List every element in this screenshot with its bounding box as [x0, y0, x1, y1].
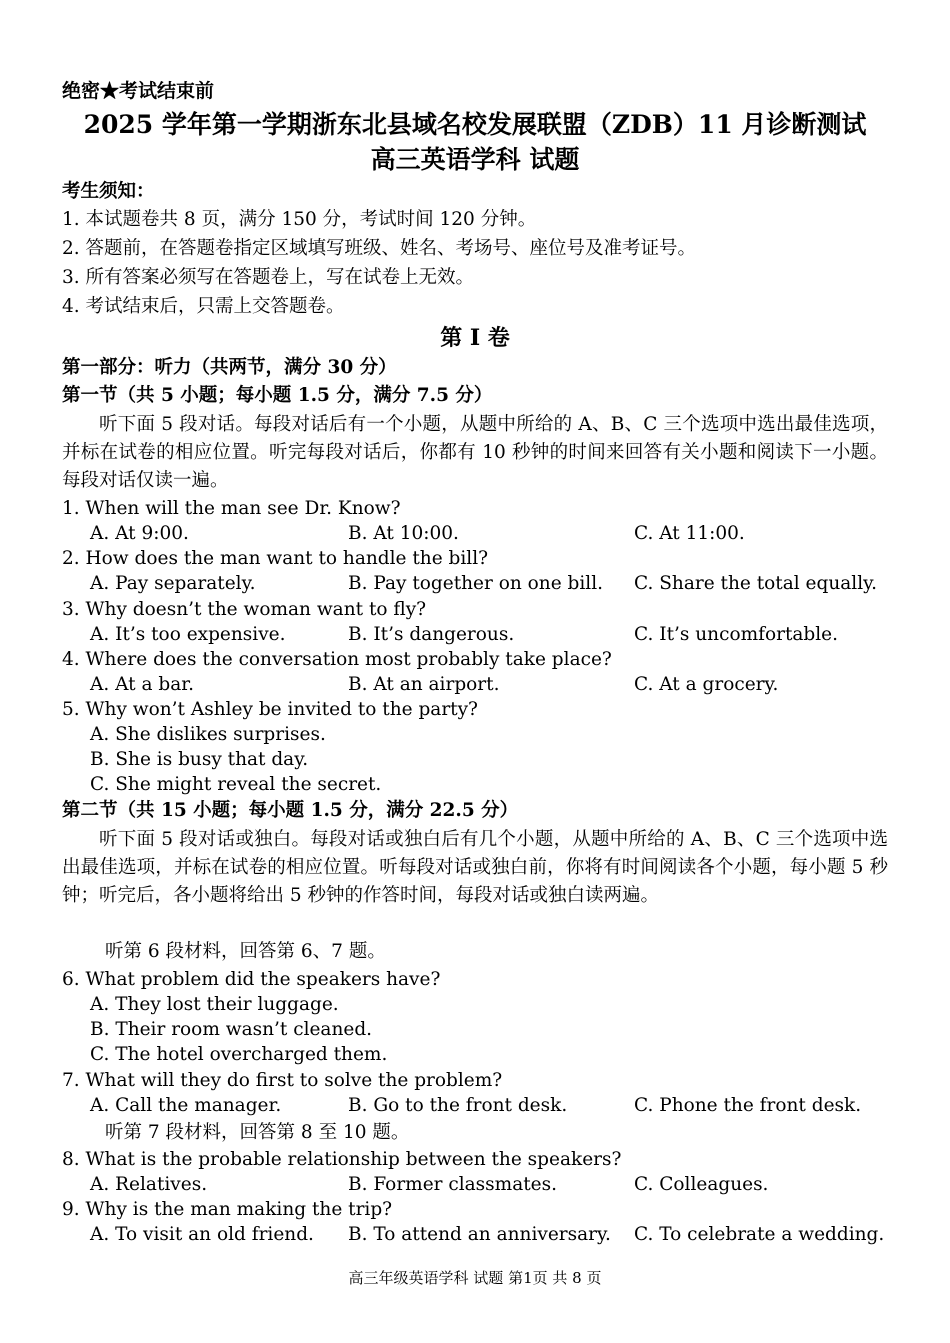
- option-a: A. They lost their luggage.: [90, 994, 339, 1015]
- page-footer: 高三年级英语学科 试题 第1页 共 8 页: [348, 1269, 602, 1287]
- question-7-stem: 7. What will they do first to solve the problem?: [62, 1070, 503, 1091]
- exam-subtitle: 高三英语学科 试题: [370, 145, 580, 174]
- notice-item: 3. 所有答案必须写在答题卷上，写在试卷上无效。: [62, 267, 475, 288]
- option-a: A. Relatives.: [90, 1174, 208, 1195]
- option-c: C. Share the total equally.: [634, 573, 878, 594]
- option-a: A. It’s too expensive.: [90, 624, 286, 645]
- option-c: C. Phone the front desk.: [634, 1095, 862, 1116]
- option-c: C. The hotel overcharged them.: [90, 1044, 388, 1065]
- section2-instructions: 听下面 5 段对话或独白。每段对话或独白后有几个小题，从题中所给的 A、B、C 三个选项中选出最佳选项，并标在试卷的相应位置。听每段对话或独白前，你将有时间阅读各个小题，每小题 5 秒钟；听完后，各小题将给出 5 秒钟的作答时间，每段对话或独白读两遍。: [62, 829, 888, 906]
- section1-heading: 第一节（共 5 小题；每小题 1.5 分，满分 7.5 分）: [62, 385, 493, 406]
- option-a: A. She dislikes surprises.: [90, 724, 326, 745]
- option-b: B. It’s dangerous.: [348, 624, 515, 645]
- option-b: B. To attend an anniversary.: [348, 1224, 611, 1245]
- material-6-label: 听第 6 段材料，回答第 6、7 题。: [105, 941, 386, 962]
- option-a: A. At 9:00.: [90, 523, 189, 544]
- option-c: C. At 11:00.: [634, 523, 745, 544]
- question-1-options: [0, 522, 950, 546]
- question-6-stem: 6. What problem did the speakers have?: [62, 969, 441, 990]
- volume-title: 第 I 卷: [440, 325, 510, 351]
- option-a: A. Call the manager.: [90, 1095, 282, 1116]
- option-a: A. Pay separately.: [90, 573, 256, 594]
- option-b: B. At an airport.: [348, 674, 500, 695]
- option-c: C. To celebrate a wedding.: [634, 1224, 885, 1245]
- section2-heading: 第二节（共 15 小题；每小题 1.5 分，满分 22.5 分）: [62, 800, 519, 821]
- question-2-stem: 2. How does the man want to handle the bill?: [62, 548, 489, 569]
- option-b: B. She is busy that day.: [90, 749, 309, 770]
- exam-title: 2025 学年第一学期浙东北县域名校发展联盟（ZDB）11 月诊断测试: [83, 110, 867, 139]
- notice-item: 1. 本试题卷共 8 页，满分 150 分，考试时间 120 分钟。: [62, 209, 537, 230]
- question-3-stem: 3. Why doesn’t the woman want to fly?: [62, 599, 427, 620]
- question-8-stem: 8. What is the probable relationship between the speakers?: [62, 1149, 622, 1170]
- option-c: C. It’s uncomfortable.: [634, 624, 839, 645]
- option-c: C. Colleagues.: [634, 1174, 769, 1195]
- question-5-stem: 5. Why won’t Ashley be invited to the party?: [62, 699, 478, 720]
- secret-label: 绝密★考试结束前: [62, 80, 215, 102]
- question-1-stem: 1. When will the man see Dr. Know?: [62, 498, 401, 519]
- question-2-options: [0, 572, 950, 596]
- option-c: C. At a grocery.: [634, 674, 779, 695]
- option-c: C. She might reveal the secret.: [90, 774, 382, 795]
- question-7-options: [0, 1094, 950, 1118]
- notice-item: 2. 答题前，在答题卷指定区域填写班级、姓名、考场号、座位号及准考证号。: [62, 238, 697, 259]
- question-4-options: [0, 673, 950, 697]
- option-b: B. Former classmates.: [348, 1174, 558, 1195]
- option-b: B. At 10:00.: [348, 523, 459, 544]
- option-b: B. Their room wasn’t cleaned.: [90, 1019, 373, 1040]
- question-3-options: [0, 623, 950, 647]
- question-9-options: [0, 1223, 950, 1247]
- question-9-stem: 9. Why is the man making the trip?: [62, 1199, 393, 1220]
- question-4-stem: 4. Where does the conversation most probably take place?: [62, 649, 612, 670]
- question-8-options: [0, 1173, 950, 1197]
- option-b: B. Go to the front desk.: [348, 1095, 568, 1116]
- option-b: B. Pay together on one bill.: [348, 573, 604, 594]
- notice-heading: 考生须知：: [62, 181, 155, 202]
- part1-heading: 第一部分：听力（共两节，满分 30 分）: [62, 357, 397, 378]
- option-a: A. At a bar.: [90, 674, 194, 695]
- section1-instructions: 听下面 5 段对话。每段对话后有一个小题，从题中所给的 A、B、C 三个选项中选出最佳选项，并标在试卷的相应位置。听完每段对话后，你都有 10 秒钟的时间来回答有关小题和阅读下一小题。每段对话仅读一遍。: [62, 414, 888, 491]
- option-a: A. To visit an old friend.: [90, 1224, 314, 1245]
- notice-item: 4. 考试结束后，只需上交答题卷。: [62, 296, 345, 317]
- material-7-label: 听第 7 段材料，回答第 8 至 10 题。: [105, 1122, 410, 1143]
